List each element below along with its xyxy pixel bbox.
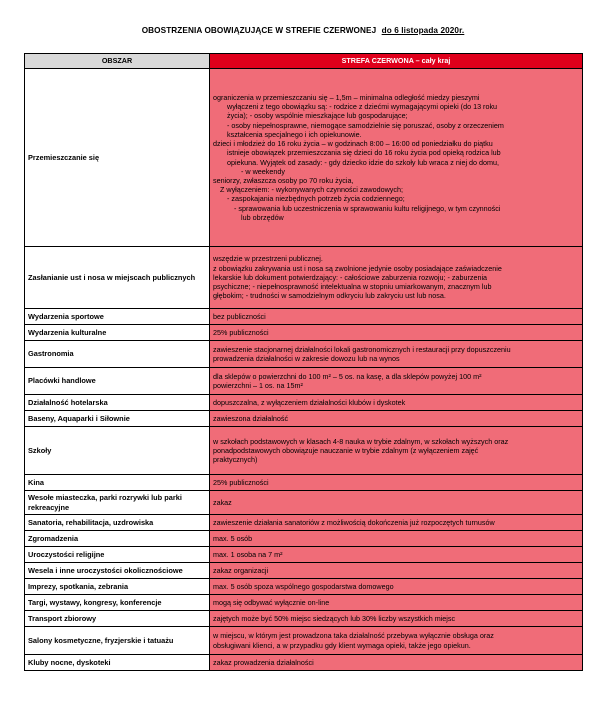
restriction-line: prowadzenia działalności w zakresie dowozu lub na wynos [213, 354, 400, 363]
table-row [25, 395, 583, 411]
restriction-line: opiekuna. Wyjątek od zasady: - gdy dziecko idzie do szkoły lub wraca z niej do domu, [227, 157, 500, 167]
table-row [25, 411, 583, 427]
restriction-cell [210, 563, 583, 579]
restriction-line: ponadpodstawowych obowiązuje nauczanie w trybie zdalnym (z wyłączeniem zajęć [213, 445, 479, 455]
table-row [25, 491, 583, 515]
area-cell: Placówki handlowe [25, 368, 210, 395]
area-cell: Imprezy, spotkania, zebrania [25, 579, 210, 595]
area-cell: Transport zbiorowy [25, 611, 210, 627]
restriction-line: dla sklepów o powierzchni do 100 m² – 5 os. na kasę, a dla sklepów powyżej 100 m² [213, 371, 482, 381]
area-cell: Salony kosmetyczne, fryzjerskie i tatuażu [25, 627, 210, 655]
area-cell: Szkoły [25, 427, 210, 475]
restriction-cell [210, 491, 583, 515]
restriction-line: powierzchni – 1 os. na 15m² [213, 381, 303, 390]
table-row [25, 427, 583, 475]
restriction-line: zakaz [213, 497, 232, 507]
restriction-cell [210, 655, 583, 671]
restriction-line: w szkołach podstawowych w klasach 4-8 nauka w trybie zdalnym, w szkołach wyższych oraz [213, 436, 509, 446]
restriction-cell [210, 611, 583, 627]
table-row [25, 515, 583, 531]
restriction-line: zakaz organizacji [213, 565, 269, 575]
table-row [25, 69, 583, 247]
restriction-line: dopuszczalna, z wyłączeniem działalności klubów i dyskotek [213, 397, 406, 407]
restriction-line: Z wyłączeniem: - wykonywanych czynności zawodowych; [220, 185, 403, 195]
restriction-line: życia); - osoby wspólnie mieszkające lub gospodarujące; [227, 111, 408, 121]
restriction-line: - osoby niepełnosprawne, niemogące samodzielnie się poruszać, osoby z orzeczeniem [227, 120, 504, 130]
restriction-cell [210, 427, 583, 475]
area-cell: Uroczystości religijne [25, 547, 210, 563]
restriction-line: obsługiwani klienci, a w przypadku gdy klient wymaga opieki, także jego opiekun. [213, 640, 471, 650]
table-row [25, 611, 583, 627]
restriction-line: z obowiązku zakrywania ust i nosa są zwolnione jedynie osoby posiadające zaświadczenie [213, 263, 502, 273]
table-row [25, 531, 583, 547]
area-cell: Gastronomia [25, 341, 210, 368]
restriction-line: wszędzie w przestrzeni publicznej. [213, 254, 323, 264]
restriction-line: głębokim; - trudności w samodzielnym odkryciu lub zakryciu ust lub nosa. [213, 291, 446, 301]
table-row [25, 475, 583, 491]
restriction-line: bez publiczności [213, 311, 266, 321]
restriction-cell [210, 325, 583, 341]
restriction-line: 25% publiczności [213, 327, 269, 337]
restriction-line: max. 1 osoba na 7 m² [213, 549, 283, 559]
restriction-cell [210, 247, 583, 309]
area-cell: Baseny, Aquaparki i Siłownie [25, 411, 210, 427]
area-cell: Sanatoria, rehabilitacja, uzdrowiska [25, 515, 210, 531]
restriction-line: psychiczne; - niepełnosprawność intelektualna w stopniu umiarkowanym, znacznym lub [213, 282, 492, 292]
restriction-cell [210, 395, 583, 411]
restriction-line: kształcenia specjalnego i ich opiekunowie. [227, 129, 362, 139]
restriction-line: lekarskie lub dokument potwierdzający: - całościowe zaburzenia rozwoju; - zaburzenia [213, 272, 488, 282]
restriction-line: seniorzy, zwłaszcza osoby po 70 roku życia, [213, 175, 354, 185]
restriction-line: zawieszona działalność [213, 413, 289, 423]
restrictions-table [24, 53, 583, 671]
restriction-line: - w weekendy [241, 166, 285, 176]
area-cell: Kina [25, 475, 210, 491]
restriction-line: zakaz prowadzenia działalności [213, 657, 314, 667]
restriction-cell [210, 341, 583, 368]
restriction-line: - sprawowania lub uczestniczenia w sprawowaniu kultu religijnego, w tym czynności [234, 203, 501, 213]
restriction-cell [210, 531, 583, 547]
restriction-line: ograniczenia w przemieszczaniu się – 1,5m – minimalna odległość miedzy pieszymi [213, 93, 480, 103]
restriction-cell [210, 69, 583, 247]
table-row [25, 341, 583, 368]
restriction-line: 25% publiczności [213, 477, 269, 487]
document-title [0, 26, 606, 35]
title-date: do 6 listopada 2020r. [381, 26, 465, 35]
restriction-line: max. 5 osób [213, 533, 253, 543]
table-row [25, 547, 583, 563]
restriction-cell [210, 515, 583, 531]
restriction-line: mogą się odbywać wyłącznie on-line [213, 597, 330, 607]
restriction-line: zawieszenie działania sanatoriów z możliwością dokończenia już rozpoczętych turnusów [213, 517, 495, 527]
restriction-line: w miejscu, w którym jest prowadzona taka działalność przebywa wyłącznie obsługa oraz [213, 631, 494, 641]
table-header-row [25, 54, 583, 69]
restriction-line: zawieszenie stacjonarnej działalności lokali gastronomicznych i restauracji przy dopuszczeniu [213, 344, 511, 354]
restriction-cell [210, 595, 583, 611]
table-row [25, 579, 583, 595]
restriction-line: lub obrzędów [241, 212, 284, 222]
table-body [25, 69, 583, 671]
restriction-cell [210, 411, 583, 427]
table-row [25, 325, 583, 341]
table-row [25, 627, 583, 655]
table-row [25, 247, 583, 309]
header-area: OBSZAR [25, 54, 210, 69]
header-red-zone: STREFA CZERWONA – cały kraj [210, 54, 583, 69]
table-row [25, 595, 583, 611]
restriction-line: istnieje obowiązek przemieszczania się dzieci do 16 roku życia pod opieką rodzica lub [227, 148, 501, 158]
table-row [25, 563, 583, 579]
table-row [25, 368, 583, 395]
restriction-line: praktycznych) [213, 455, 258, 465]
restriction-line: max. 5 osób spoza wspólnego gospodarstwa domowego [213, 581, 394, 591]
area-cell: Wesela i inne uroczystości okolicznościowe [25, 563, 210, 579]
table-row [25, 655, 583, 671]
restriction-line: dzieci i młodzież do 16 roku życia – w godzinach 8:00 – 16:00 od poniedziałku do piątku [213, 139, 493, 149]
area-cell: Targi, wystawy, kongresy, konferencje [25, 595, 210, 611]
table-row [25, 309, 583, 325]
restriction-cell [210, 309, 583, 325]
restriction-line: - zaspokajania niezbędnych potrzeb życia codziennego; [227, 194, 405, 204]
area-cell: Działalność hotelarska [25, 395, 210, 411]
area-cell: Kluby nocne, dyskoteki [25, 655, 210, 671]
restriction-cell [210, 547, 583, 563]
restriction-line: wyłączeni z tego obowiązku są: - rodzice z dziećmi wymagającymi opieki (do 13 roku [227, 102, 498, 112]
area-cell: Wydarzenia kulturalne [25, 325, 210, 341]
title-text: OBOSTRZENIA OBOWIĄZUJĄCE W STREFIE CZERWONEJ [141, 26, 377, 35]
area-cell: Zasłanianie ust i nosa w miejscach publicznych [25, 247, 210, 309]
area-cell: Wesołe miasteczka, parki rozrywki lub parki rekreacyjne [25, 491, 210, 515]
restriction-line: zajętych może być 50% miejsc siedzących lub 30% liczby wszystkich miejsc [213, 613, 456, 623]
restriction-cell [210, 475, 583, 491]
restriction-cell [210, 627, 583, 655]
area-cell: Zgromadzenia [25, 531, 210, 547]
area-cell: Przemieszczanie się [25, 69, 210, 247]
area-cell: Wydarzenia sportowe [25, 309, 210, 325]
restriction-cell [210, 368, 583, 395]
restriction-cell [210, 579, 583, 595]
